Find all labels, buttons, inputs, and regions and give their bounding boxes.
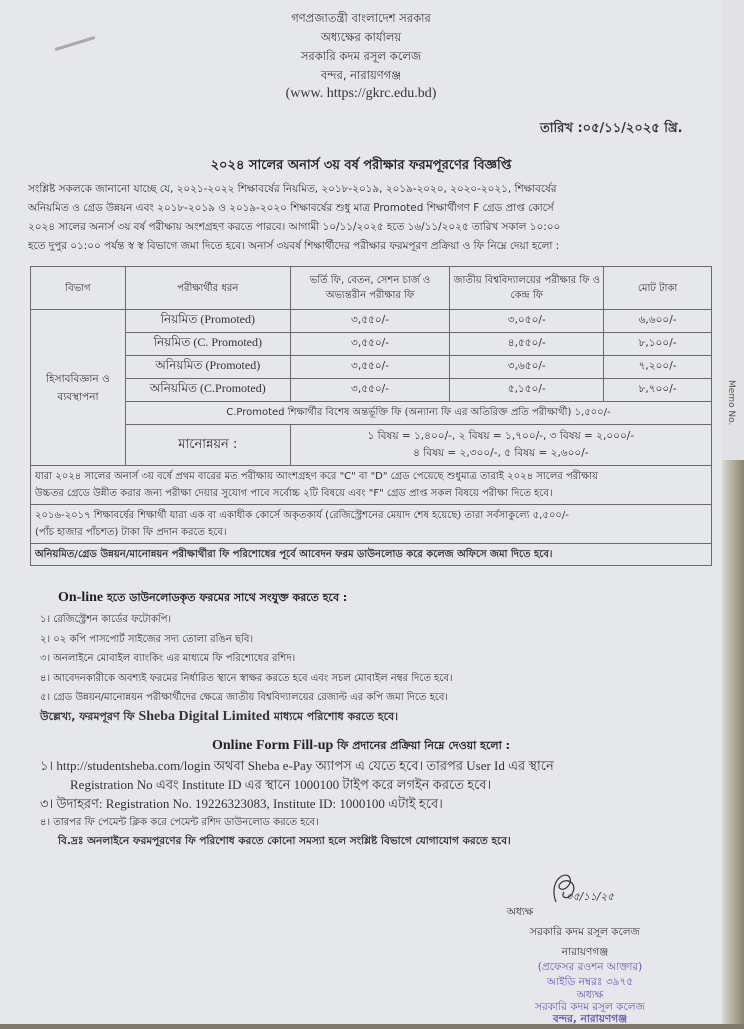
special-fee-row bbox=[31, 402, 712, 425]
college-fee: ৩,৫৫০/- bbox=[290, 333, 450, 356]
application-form-note: অনিয়মিত/গ্রেড উন্নয়ন/মানোন্নয়ন পরীক্ষার্থীরা ফি পরিশোধের পূর্বে আবেদন ফরম ডাউনলোড করে কলেজ অফিসে জমা দিতে হবে। bbox=[31, 544, 712, 566]
signature-date: ০৫/১১/২৫ bbox=[566, 891, 614, 903]
intro-line: সংশ্লিষ্ট সকলকে জানানো যাচ্ছে যে, ২০২১-২০২২ শিক্ষাবর্ষের নিয়মিত, ২০১৮-২০১৯, ২০১৯-২০২০, ২০২০-২০২১, শিক্ষাবর্ষের bbox=[28, 183, 557, 195]
table-row bbox=[31, 379, 712, 402]
office-header: অধ্যক্ষের কার্যালয় bbox=[320, 30, 402, 44]
attachments-heading-en: On-line bbox=[58, 590, 104, 605]
table-row bbox=[31, 333, 712, 356]
online-heading-bn: ফি প্রদানের প্রক্রিয়া নিম্নে দেওয়া হলো : bbox=[333, 739, 510, 752]
college-fee: ৩,৫৫০/- bbox=[290, 356, 450, 379]
note-line: ২০১৬-২০১৭ শিক্ষাবর্ষের শিক্ষার্থী যারা এক বা একাধীক কোর্সে অকৃতকার্য (রেজিস্ট্রেশনের মেয়াদ শেষ হয়েছে) তারা সর্বসাকুল্যে ৫,৫০০/- bbox=[35, 510, 569, 521]
candidate-type: নিয়মিত (C. Promoted) bbox=[125, 333, 290, 356]
college-website: (www. https://gkrc.edu.bd) bbox=[285, 86, 437, 101]
candidate-type: অনিয়মিত (C.Promoted) bbox=[125, 379, 290, 402]
header-nu-fee: জাতীয় বিশ্ববিদ্যালয়ের পরীক্ষার ফি ও কেন্দ্র ফি bbox=[450, 267, 604, 310]
candidate-type: অনিয়মিত (Promoted) bbox=[125, 356, 290, 379]
note-row bbox=[31, 466, 712, 505]
nu-fee: ৩,০৫০/- bbox=[450, 310, 604, 333]
candidate-type: নিয়মিত (Promoted) bbox=[125, 310, 290, 333]
notice-date: তারিখ :০৫/১১/২০২৫ খ্রি. bbox=[540, 121, 683, 136]
stamp-place: বন্দর, নারায়ণগঞ্জ bbox=[552, 1013, 628, 1025]
payment-provider: Sheba Digital Limited bbox=[138, 709, 270, 724]
improvement-row bbox=[31, 425, 712, 466]
signatory-place: নারায়ণগঞ্জ bbox=[561, 946, 609, 958]
payment-note bbox=[40, 708, 398, 727]
stamp-name: (প্রফেসর রওশন আক্তার) bbox=[537, 961, 643, 973]
expired-registration-note bbox=[31, 505, 712, 544]
attachments-heading bbox=[58, 589, 347, 608]
college-name: সরকারি কদম রসূল কলেজ bbox=[300, 49, 422, 63]
intro-line: হতে দুপুর ০১:০০ পর্যন্ত স্ব স্ব বিভাগে জমা দিতে হবে। অনার্স ৩য়বর্ষ শিক্ষার্থীদের পরীক্ষার ফরমপূরণ প্রক্রিয়া ও ফি নিম্নে দেয়া হলো : bbox=[28, 240, 560, 252]
list-item: ৩। অনলাইনে মোবাইল ব্যাংকিং এর মাধ্যমে ফি পরিশোধের রশিদ। bbox=[40, 653, 296, 664]
grade-improvement-note bbox=[31, 466, 712, 505]
total-fee: ৬,৬০০/- bbox=[604, 310, 712, 333]
special-fee: C.Promoted শিক্ষার্থীর বিশেষ অন্তর্ভূক্তি ফি (অন্যান্য ফি এর অতিরিক্ত প্রতি পরীক্ষার্থী) ১,৫০০/- bbox=[125, 402, 711, 425]
list-item: বি.দ্রঃ অনলাইনে ফরমপূরণের ফি পরিশোধ করতে কোনো সমস্যা হলে সংশ্লিষ্ট বিভাগে যোগাযোগ করতে হবে। bbox=[58, 835, 511, 847]
intro-paragraph bbox=[28, 180, 718, 256]
header-department: বিভাগ bbox=[31, 267, 126, 310]
payment-note-suffix: মাধ্যমে পরিশোধ করতে হবে। bbox=[269, 710, 399, 723]
nu-fee: ৪,৫৫০/- bbox=[450, 333, 604, 356]
college-fee: ৩,৫৫০/- bbox=[290, 310, 450, 333]
online-heading-en: Online Form Fill-up bbox=[212, 738, 334, 753]
list-item: Registration No এবং Institute ID এর স্থানে 1000100 টাইপ করে লগইন করতে হবে। bbox=[70, 777, 492, 792]
improvement-line: ১ বিষয় = ১,৪০০/-, ২ বিষয় = ১,৭০০/-, ৩ বিষয় = ২,০০০/- bbox=[367, 430, 635, 442]
intro-line: ২০২৪ সালের অনার্স ৩য় বর্ষ পরীক্ষায় অংশগ্রহণ করতে পারবে। আগামী ১০/১১/২০২৫ হতে ১৬/১১/২০২৫ তারিখ সকাল ১০:০০ bbox=[28, 221, 561, 233]
list-item: ৫। গ্রেড উন্নয়ন/মানোন্নয়ন পরীক্ষার্থীদের ক্ষেত্রে জাতীয় বিশ্ববিদ্যালয়ের রেজাল্ট এর কপি জমা দিতে হবে। bbox=[40, 692, 449, 703]
nu-fee: ৩,৬৫০/- bbox=[450, 356, 604, 379]
improvement-label: মানোন্নয়ন : bbox=[125, 425, 290, 466]
notice-title: ২০২৪ সালের অনার্স ৩য় বর্ষ পরীক্ষার ফরমপূরণের বিজ্ঞপ্তি bbox=[210, 158, 512, 173]
fee-table bbox=[30, 266, 712, 566]
college-location: বন্দর, নারায়ণগঞ্জ bbox=[320, 68, 402, 82]
department-cell: হিসাববিজ্ঞান ও ব্যবস্থাপনা bbox=[31, 310, 126, 466]
total-fee: ৮,১০০/- bbox=[604, 333, 712, 356]
header-total: মোট টাকা bbox=[604, 267, 712, 310]
table-header-row bbox=[31, 267, 712, 310]
note-line: উচ্চতর গ্রেডে উন্নীত করার জন্য পরীক্ষা দেয়ার সুযোগ পাবে সর্বোচ্চ ২টি বিষয়ে এবং "F" গ্রেড প্রাপ্ত সকল বিষয়ে পরীক্ষা দিতে হবে। bbox=[35, 488, 553, 499]
list-item: ৪। তারপর ফি পেমেন্ট ক্লিক করে পেমেন্ট রশিদ ডাউনলোড করতে হবে। bbox=[40, 817, 319, 828]
stamp-id: আইডি নম্বরঃ ৩৯৭৫ bbox=[546, 976, 634, 988]
total-fee: ৭,২০০/- bbox=[604, 356, 712, 379]
note-line: (পাঁচ হাজার পাঁচশত) টাকা ফি প্রদান করতে হবে। bbox=[35, 527, 227, 538]
list-item: ২। ০২ কপি পাসপোর্ট সাইজের সদ্য তোলা রঙিন ছবি। bbox=[40, 633, 254, 645]
improvement-line: ৪ বিষয় = ২,৩০০/-, ৫ বিষয় = ২,৬০০/- bbox=[413, 447, 589, 459]
total-fee: ৮,৭০০/- bbox=[604, 379, 712, 402]
table-row bbox=[31, 356, 712, 379]
list-item: ৪। আবেদনকারীকে অবশ্যই ফরমের নির্ধারিত স্থানে স্বাক্ষর করতে হবে এবং সচল মোবাইল নম্বর দিতে হবে। bbox=[40, 672, 453, 684]
stamp-college: সরকারি কদম রসূল কলেজ bbox=[535, 1001, 645, 1013]
note-line: যারা ২০২৪ সালের অনার্স ৩য় বর্ষে প্রথম বারের মত পরীক্ষায় আংশগ্রহণ করে "C" বা "D" গ্রেড পেয়েছে শুধুমাত্র তারাই ২০২৪ সালের পরীক্ষায় bbox=[35, 471, 598, 482]
intro-line: অনিয়মিত ও গ্রেড উন্নয়ন এবং ২০১৮-২০১৯ ও ২০১৯-২০২০ শিক্ষাবর্ষের শুধু মাত্র Promoted শিক্ষার্থীগণ F গ্রেড প্রাপ্ত কোর্সে bbox=[28, 202, 554, 214]
govt-header: গণপ্রজাতন্ত্রী বাংলাদেশ সরকার bbox=[291, 11, 431, 25]
list-item: ১। রেজিস্ট্রেশন কার্ডের ফটোকপি। bbox=[40, 614, 172, 625]
improvement-fees bbox=[290, 425, 711, 466]
attachments-list bbox=[40, 610, 710, 708]
online-process-heading bbox=[0, 737, 722, 756]
header-candidate-type: পরীক্ষার্থীর ধরন bbox=[125, 267, 290, 310]
table-row bbox=[31, 310, 712, 333]
payment-note-prefix: উল্লেখ্য, ফরমপূরণ ফি bbox=[40, 710, 139, 723]
signatory-college: সরকারি কদম রসূল কলেজ bbox=[530, 926, 640, 938]
list-item: ৩। উদাহরণ: Registration No. 19226323083, Institute ID: 1000100 এটাই হবে। bbox=[40, 796, 443, 811]
college-fee: ৩,৫৫০/- bbox=[290, 379, 450, 402]
online-process-list bbox=[40, 756, 720, 851]
nu-fee: ৫,১৫০/- bbox=[450, 379, 604, 402]
signatory-title: অধ্যক্ষ bbox=[506, 906, 534, 918]
list-item: ১। http://studentsheba.com/login অথবা Sheba e-Pay অ্যাপস এ যেতে হবে। তারপর User Id এর স্থানে bbox=[40, 758, 554, 773]
header-college-fee: ভর্তি ফি, বেতন, সেশন চার্জ ও অভ্যন্তরীন পরীক্ষার ফি bbox=[290, 267, 450, 310]
attachments-heading-bn: হতে ডাউনলোডকৃত ফরমের সাথে সংযুক্ত করতে হবে : bbox=[103, 591, 348, 604]
adjacent-paper-text: Memo No. bbox=[726, 380, 736, 426]
note-row bbox=[31, 505, 712, 544]
stamp-designation: অধ্যক্ষ bbox=[576, 989, 604, 1001]
note-row bbox=[31, 544, 712, 566]
